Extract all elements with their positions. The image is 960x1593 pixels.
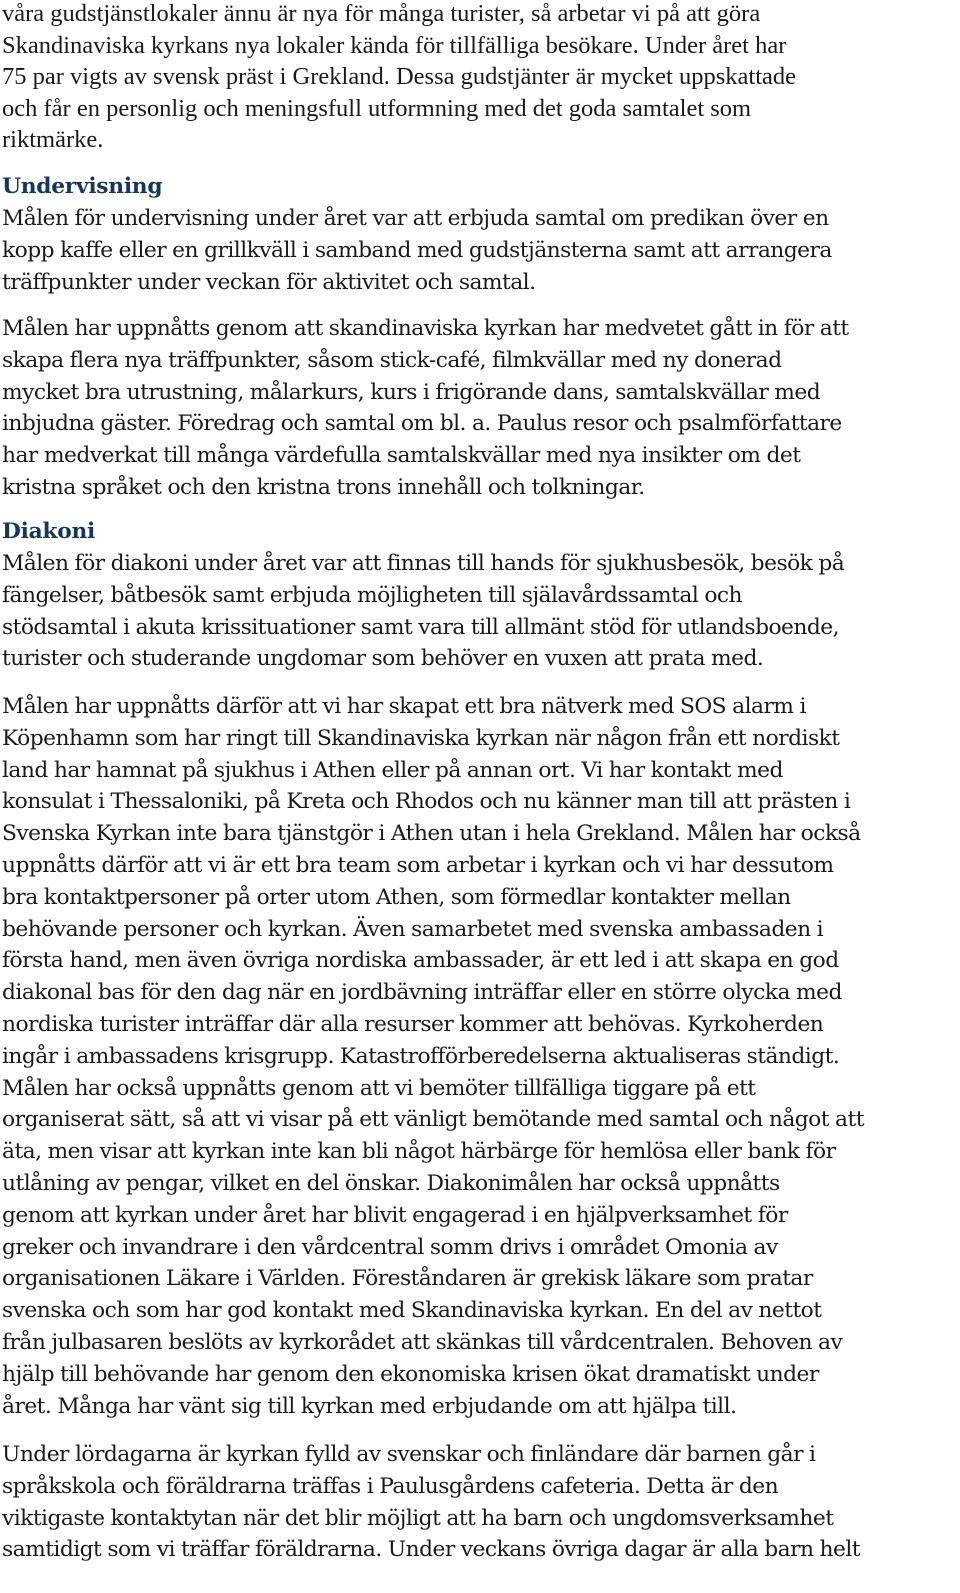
text-line: Målen för diakoni under året var att finnas till hands för sjukhusbesök, besök på: [2, 551, 845, 576]
text-line: Skandinaviska kyrkans nya lokaler kända för tillfälliga besökare. Under året har: [2, 31, 787, 59]
text-line: Svenska Kyrkan inte bara tjänstgör i Athen utan i hela Grekland. Målen har också: [2, 821, 861, 847]
text-line: greker och invandrare i den vårdcentral somm drivs i området Omonia av: [2, 1234, 778, 1260]
text-line: utlåning av pengar, vilket en del önskar. Diakonimålen har också uppnåtts: [2, 1170, 780, 1196]
text-line: samtidigt som vi träffar föräldrarna. Under veckans övriga dagar är alla barn helt: [2, 1537, 861, 1563]
text-line: språkskola och föräldrarna träffas i Paulusgårdens cafeteria. Detta är den: [2, 1473, 779, 1499]
text-line: genom att kyrkan under året har blivit engagerad i en hjälpverksamhet för: [2, 1202, 788, 1228]
text-line: Målen har också uppnåtts genom att vi bemöter tillfälliga tiggare på ett: [2, 1075, 756, 1101]
text-line: kristna språket och den kristna trons innehåll och tolkningar.: [2, 474, 645, 500]
text-line: hjälp till behövande har genom den ekonomiska krisen ökat dramatiskt under: [2, 1361, 819, 1387]
text-line: 75 par vigts av svensk präst i Grekland. Dessa gudstjänter är mycket uppskattade: [2, 63, 797, 90]
text-line: stödsamtal i akuta krissituationer samt vara till allmänt stöd för utlandsboende,: [2, 614, 840, 640]
text-line: skapa flera nya träffpunkter, såsom stick-café, filmkvällar med ny donerad: [2, 347, 782, 373]
text-line: diakonal bas för den dag när en jordbävning inträffar eller en större olycka med: [2, 980, 842, 1006]
text-line: ingår i ambassadens krisgrupp. Katastrofförberedelserna aktualiseras ständigt.: [2, 1043, 840, 1069]
text-line: riktmärke.: [2, 126, 104, 153]
text-line: har medverkat till många värdefulla samtalskvällar med nya insikter om det: [2, 443, 801, 469]
text-line: Köpenhamn som har ringt till Skandinaviska kyrkan när någon från ett nordiskt: [2, 725, 840, 751]
text-line: viktigaste kontaktytan när det blir möjligt att ha barn och ungdomsverksamhet: [2, 1505, 834, 1531]
text-line: svenska och som har god kontakt med Skandinaviska kyrkan. En del av nettot: [2, 1298, 822, 1324]
text-line: från julbasaren beslöts av kyrkorådet att skänkas till vårdcentralen. Behoven av: [2, 1329, 843, 1355]
text-line: träffpunkter under veckan för aktivitet och samtal.: [2, 269, 536, 295]
text-line: Målen har uppnåtts därför att vi har skapat ett bra nätverk med SOS alarm i: [2, 694, 806, 719]
text-line: mycket bra utrustning, målarkurs, kurs i frigörande dans, samtalskvällar med: [2, 379, 821, 405]
text-line: Målen för undervisning under året var att erbjuda samtal om predikan över en: [2, 206, 829, 231]
text-line: äta, men visar att kyrkan inte kan bli något härbärge för hemlösa eller bank för: [2, 1139, 836, 1165]
text-line: land har hamnat på sjukhus i Athen eller på annan ort. Vi har kontakt med: [2, 757, 783, 783]
diakoni-paragraph-1: [2, 548, 952, 675]
text-line: och får en personlig och meningsfull utformning med det goda samtalet som: [2, 94, 752, 122]
text-line: nordiska turister inträffar där alla resurser kommer att behövas. Kyrkoherden: [2, 1011, 824, 1037]
text-line: våra gudstjänstlokaler ännu är nya för många turister, så arbetar vi på att göra: [2, 0, 761, 27]
text-line: första hand, men även övriga nordiska ambassader, är ett led i att skapa en god: [2, 948, 839, 974]
intro-paragraph: [2, 0, 952, 156]
text-line: konsulat i Thessaloniki, på Kreta och Rhodos och nu känner man till att prästen i: [2, 789, 851, 815]
undervisning-paragraph-1: [2, 203, 952, 298]
diakoni-paragraph-3: [2, 1439, 952, 1566]
text-line: turister och studerande ungdomar som behöver en vuxen att prata med.: [2, 646, 764, 672]
text-line: bra kontaktpersoner på orter utom Athen, som förmedlar kontakter mellan: [2, 884, 791, 910]
text-line: kopp kaffe eller en grillkväll i samband med gudstjänsterna samt att arrangera: [2, 237, 832, 263]
heading-undervisning: Undervisning: [2, 174, 163, 199]
diakoni-paragraph-2: [2, 691, 952, 1422]
text-line: inbjudna gäster. Föredrag och samtal om bl. a. Paulus resor och psalmförfattare: [2, 411, 842, 437]
text-line: uppnåtts därför att vi är ett bra team som arbetar i kyrkan och vi har dessutom: [2, 852, 834, 878]
undervisning-paragraph-2: [2, 313, 952, 504]
text-line: organiserat sätt, så att vi visar på ett vänligt bemötande med samtal och något att: [2, 1107, 864, 1133]
text-line: Målen har uppnåtts genom att skandinaviska kyrkan har medvetet gått in för att: [2, 316, 849, 341]
text-line: fängelser, båtbesök samt erbjuda möjligheten till själavårdssamtal och: [2, 582, 743, 608]
text-line: Under lördagarna är kyrkan fylld av svenskar och finländare där barnen går i: [2, 1442, 816, 1467]
heading-diakoni: Diakoni: [2, 519, 95, 544]
text-line: året. Många har vänt sig till kyrkan med erbjudande om att hjälpa till.: [2, 1393, 737, 1419]
text-line: organisationen Läkare i Världen. Föreståndaren är grekisk läkare som pratar: [2, 1266, 813, 1292]
text-line: behövande personer och kyrkan. Även samarbetet med svenska ambassaden i: [2, 916, 824, 942]
